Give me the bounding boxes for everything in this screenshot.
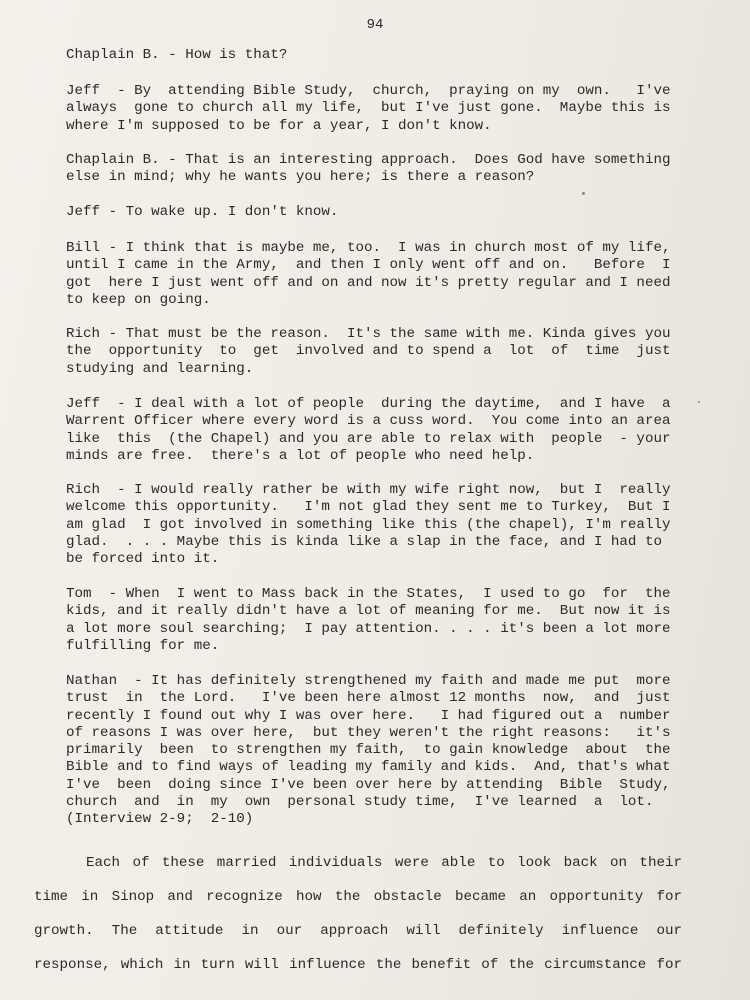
narrative-paragraph (34, 846, 682, 982)
dialogue-line: be forced into it. (66, 551, 220, 568)
dialogue-line: studying and learning. (66, 360, 254, 377)
dialogue-line: Warrent Officer where every word is a cuss word. You come into an area (66, 413, 671, 430)
page-number: 94 (366, 17, 384, 33)
dialogue-line: welcome this opportunity. I'm not glad they sent me to Turkey, But I (66, 499, 671, 516)
dialogue-line: kids, and it really didn't have a lot of meaning for me. But now it is (66, 603, 671, 620)
dialogue-line: like this (the Chapel) and you are able to relax with people - your (66, 430, 671, 447)
dialogue-line: recently I found out why I was over here. I had figured out a number (66, 707, 671, 724)
dialogue-line: a lot more soul searching; I pay attention. . . . it's been a lot more (66, 620, 671, 637)
dialogue-line: Chaplain B. - How is that? (66, 47, 288, 63)
dialogue-entry (66, 240, 680, 309)
dialogue-entry (66, 396, 680, 465)
dialogue-line: I've been doing since I've been over here by attending Bible Study, (66, 776, 671, 793)
dialogue-line: always gone to church all my life, but I've just gone. Maybe this is (66, 100, 671, 117)
dialogue-line: Rich - That must be the reason. It's the same with me. Kinda gives you (66, 326, 671, 342)
dialogue-line: of reasons I was over here, but they weren't the right reasons: it's (66, 724, 671, 741)
dialogue-line: Jeff - By attending Bible Study, church, praying on my own. I've (66, 83, 671, 99)
dialogue-line: fulfilling for me. (66, 637, 220, 654)
dialogue-line: Bible and to find ways of leading my family and kids. And, that's what (66, 759, 671, 776)
dialogue-entry (66, 152, 680, 187)
dialogue-entry (66, 47, 680, 64)
dialogue-line: Nathan - It has definitely strengthened my faith and made me put more (66, 673, 671, 689)
dialogue-line: (Interview 2-9; 2-10) (66, 811, 254, 828)
dialogue-line: primarily been to strengthen my faith, to gain knowledge about the (66, 742, 671, 759)
dialogue-line: glad. . . . Maybe this is kinda like a slap in the face, and I had to (66, 533, 662, 550)
dialogue-entry (66, 326, 680, 378)
dialogue-entry (66, 586, 680, 655)
dialogue-line: Jeff - To wake up. I don't know. (66, 204, 339, 220)
dialogue-line: Chaplain B. - That is an interesting approach. Does God have something (66, 152, 671, 168)
dialogue-line: Rich - I would really rather be with my wife right now, but I really (66, 482, 671, 498)
paper-speck (582, 192, 585, 195)
dialogue-line: else in mind; why he wants you here; is there a reason? (66, 169, 535, 186)
dialogue-line: church and in my own personal study time, I've learned a lot. (66, 794, 654, 811)
dialogue-line: am glad I got involved in something like this (the chapel), I'm really (66, 516, 671, 533)
dialogue-line: minds are free. there's a lot of people who need help. (66, 447, 535, 464)
dialogue-line: where I'm supposed to be for a year, I don't know. (66, 117, 492, 134)
paragraph-line: growth. The attitude in our approach will definitely influence our (34, 923, 682, 939)
paragraph-line: response, which in turn will influence the benefit of the circumstance for (34, 957, 682, 973)
paper-speck (698, 401, 700, 403)
dialogue-line: until I came in the Army, and then I only went off and on. Before I (66, 257, 671, 274)
dialogue-line: got here I just went off and on and now it's pretty regular and I need (66, 274, 671, 291)
dialogue-entry (66, 673, 680, 829)
dialogue-line: to keep on going. (66, 291, 211, 308)
dialogue-line: the opportunity to get involved and to spend a lot of time just (66, 343, 671, 360)
dialogue-line: trust in the Lord. I've been here almost 12 months now, and just (66, 690, 671, 707)
dialogue-line: Tom - When I went to Mass back in the States, I used to go for the (66, 586, 671, 602)
dialogue-line: Bill - I think that is maybe me, too. I was in church most of my life, (66, 240, 671, 256)
dialogue-entry (66, 204, 680, 221)
paragraph-line: Each of these married individuals were able to look back on their (86, 855, 682, 871)
paragraph-line: time in Sinop and recognize how the obstacle became an opportunity for (34, 889, 682, 905)
dialogue-line: Jeff - I deal with a lot of people during the daytime, and I have a (66, 396, 671, 412)
dialogue-entry (66, 83, 680, 135)
dialogue-entry (66, 482, 680, 568)
